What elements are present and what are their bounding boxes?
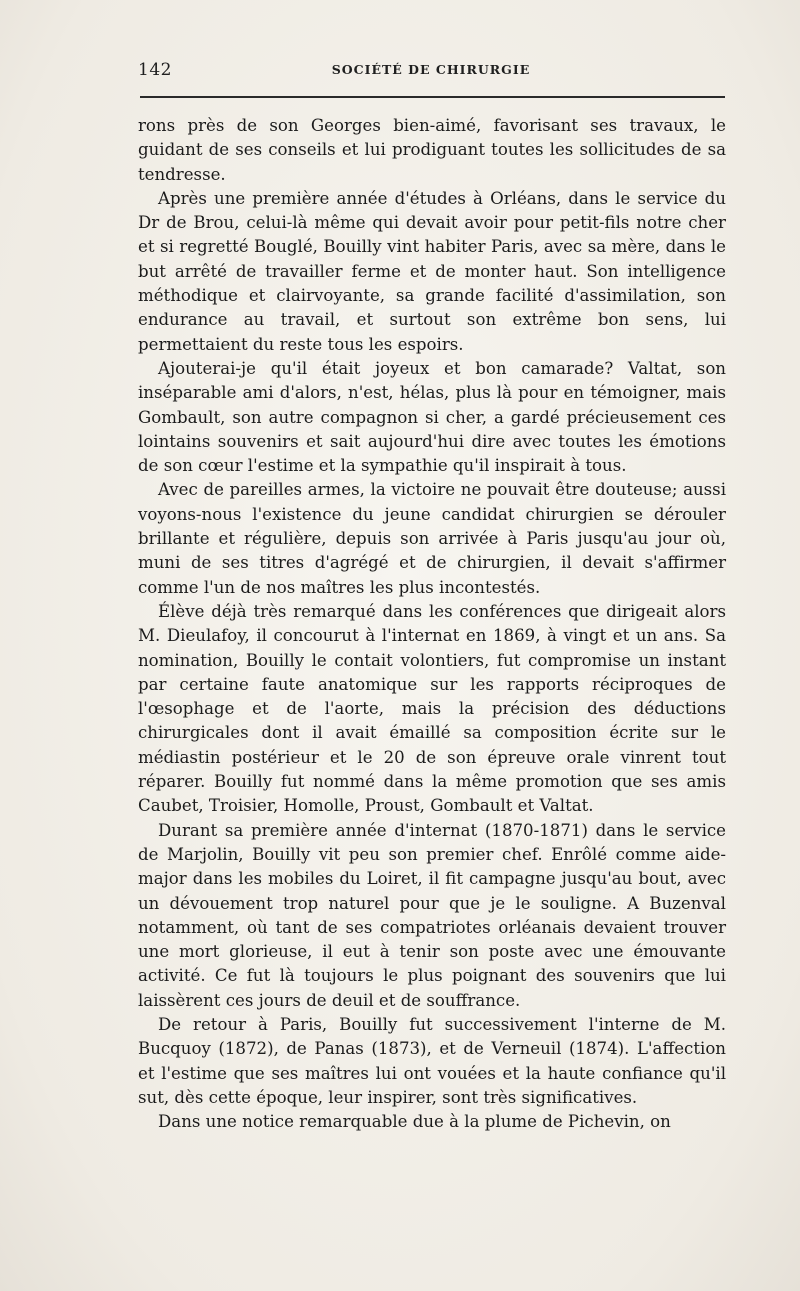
- paragraph: Dans une notice remarquable due à la plume de Pichevin, on: [158, 1112, 671, 1132]
- paragraph: Durant sa première année d'internat (1870-1871) dans le service de Marjolin, Bouilly vit peu son premier chef. Enrôlé comme aide-major dans les mobiles du Loiret, il fit campagne jusqu'au bout, avec un dévouement trop naturel pour que je le souligne. A Buzenval notamment, où tant de ses compatriotes orléanais devaient trouver une mort glorieuse, il eut à tenir son poste avec une émouvante activité. Ce fut là toujours le plus poignant des souvenirs que lui laissèrent ces jours de deuil et de souffrance.: [138, 820, 726, 1010]
- header-rule: [140, 96, 725, 98]
- page-header: [138, 60, 724, 84]
- paragraph: De retour à Paris, Bouilly fut successivement l'interne de M. Bucquoy (1872), de Panas (1873), et de Verneuil (1874). L'affection et l'estime que ses maîtres lui ont vouées et la haute confiance qu'il sut, dès cette époque, leur inspirer, sont très significatives.: [138, 1014, 726, 1107]
- paragraph: Après une première année d'études à Orléans, dans le service du Dr de Brou, celui-là même qui devait avoir pour petit-fils notre cher et si regretté Bouglé, Bouilly vint habiter Paris, avec sa mère, dans le but arrêté de travailler ferme et de monter haut. Son intelligence méthodique et clairvoyante, sa grande facilité d'assimilation, son endurance au travail, et surtout son extrême bon sens, lui permettaient du reste tous les espoirs.: [138, 188, 726, 354]
- paragraph: Avec de pareilles armes, la victoire ne pouvait être douteuse; aussi voyons-nous l'existence du jeune candidat chirurgien se dérouler brillante et régulière, depuis son arrivée à Paris jusqu'au jour où, muni de ses titres d'agrégé et de chirurgien, il devait s'affirmer comme l'un de nos maîtres les plus incontestés.: [138, 480, 726, 597]
- page-number: 142: [138, 60, 172, 80]
- paragraph: rons près de son Georges bien-aimé, favorisant ses travaux, le guidant de ses conseils et lui prodiguant toutes les sollicitudes de sa tendresse.: [138, 116, 726, 184]
- paragraph: Élève déjà très remarqué dans les conférences que dirigeait alors M. Dieulafoy, il concourut à l'internat en 1869, à vingt et un ans. Sa nomination, Bouilly le contait volontiers, fut compromise un instant par certaine faute anatomique sur les rapports réciproques de l'œsophage et de l'aorte, mais la précision des déductions chirurgicales dont il avait émaillé sa composition écrite sur le médiastin postérieur et le 20 de son épreuve orale vinrent tout réparer. Bouilly fut nommé dans la même promotion que ses amis Caubet, Troisier, Homolle, Proust, Gombault et Valtat.: [138, 601, 726, 816]
- paragraph: Ajouterai-je qu'il était joyeux et bon camarade? Valtat, son inséparable ami d'alors, n'est, hélas, plus là pour en témoigner, mais Gombault, son autre compagnon si cher, a gardé précieusement ces lointains souvenirs et sait aujourd'hui dire avec toutes les émotions de son cœur l'estime et la sympathie qu'il inspirait à tous.: [138, 358, 726, 476]
- running-head: SOCIÉTÉ DE CHIRURGIE: [331, 62, 531, 77]
- body-text: [138, 114, 726, 1134]
